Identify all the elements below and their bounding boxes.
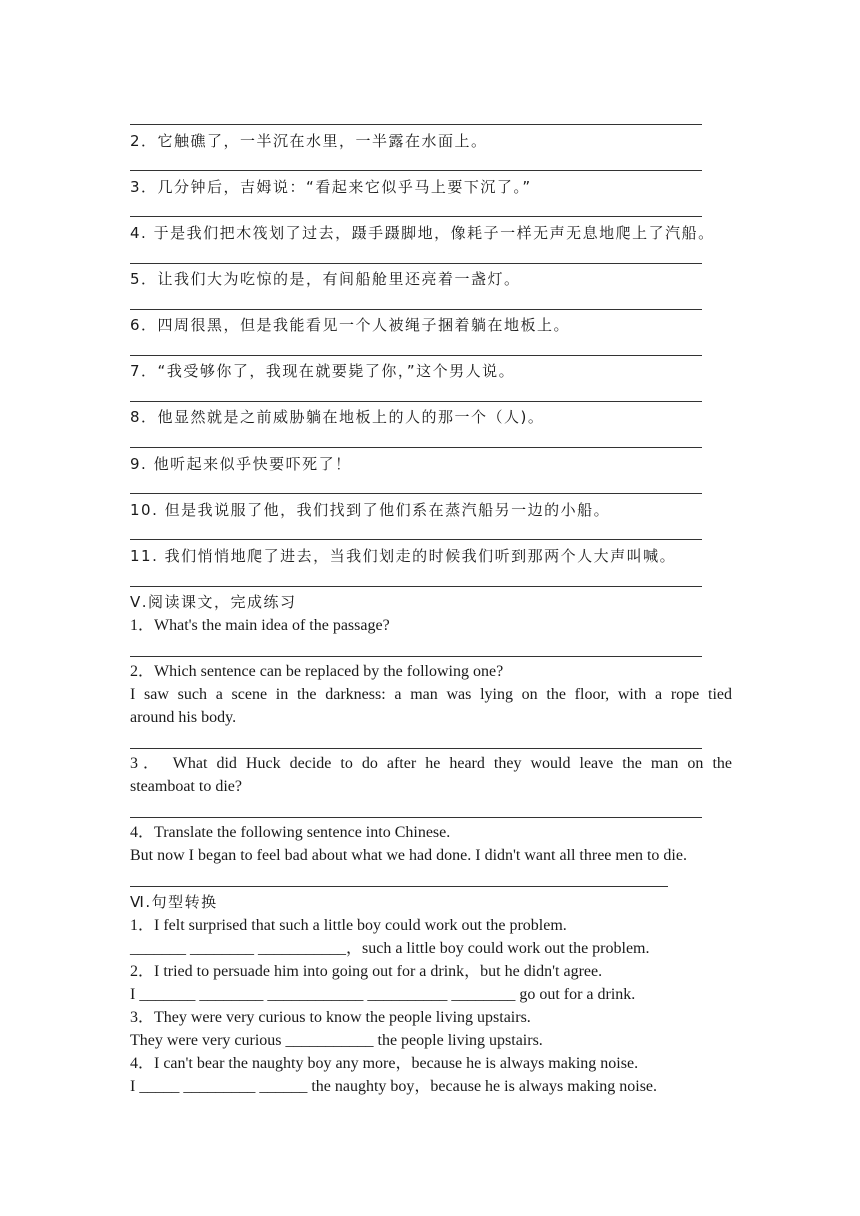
answer-line (130, 170, 702, 171)
question-text: But now I began to feel bad about what we had done. I didn't want all three men to die. (130, 847, 687, 864)
exercise-blank-line: They were very curious ___________ the people living upstairs. (130, 1032, 543, 1049)
answer-line (130, 263, 702, 264)
exercise-blank-line: I _______ ________ ____________ __________ ________ go out for a drink. (130, 986, 636, 1003)
question: 2．Which sentence can be replaced by the following one? (130, 663, 504, 680)
translation-item: 7．“我受够你了，我现在就要毙了你，”这个男人说。 (130, 362, 516, 380)
question-text: steamboat to die? (130, 778, 242, 795)
translation-item: 4. 于是我们把木筏划了过去，蹑手蹑脚地，像耗子一样无声无息地爬上了汽船。 (130, 224, 715, 242)
answer-line (130, 309, 702, 310)
question-text: I saw such a scene in the darkness: a man was lying on the floor, with a rope tied (130, 686, 732, 703)
translation-item: 10. 但是我说服了他，我们找到了他们系在蒸汽船另一边的小船。 (130, 501, 611, 519)
section-heading: Ⅴ.阅读课文，完成练习 (130, 593, 297, 611)
question: 1．What's the main idea of the passage? (130, 617, 390, 634)
question-text: around his body. (130, 709, 237, 726)
answer-line (130, 216, 702, 217)
answer-line (130, 447, 702, 448)
translation-item: 6．四周很黑，但是我能看见一个人被绳子捆着躺在地板上。 (130, 316, 571, 334)
exercise-line: 3．They were very curious to know the people living upstairs. (130, 1009, 531, 1026)
answer-line (130, 493, 702, 494)
answer-line (130, 586, 702, 587)
question: 3． What did Huck decide to do after he heard they would leave the man on the (130, 755, 732, 772)
translation-item: 9. 他听起来似乎快要吓死了！ (130, 455, 352, 473)
question: 4．Translate the following sentence into Chinese. (130, 824, 451, 841)
translation-item: 2．它触礁了，一半沉在水里，一半露在水面上。 (130, 132, 488, 150)
exercise-blank-line: _______ ________ ___________，such a little boy could work out the problem. (130, 940, 650, 957)
exercise-line: 1．I felt surprised that such a little boy could work out the problem. (130, 917, 567, 934)
answer-line (130, 124, 702, 125)
answer-line (130, 656, 702, 657)
answer-line (130, 748, 702, 749)
translation-item: 5．让我们大为吃惊的是，有间船舱里还亮着一盏灯。 (130, 270, 521, 288)
answer-line (130, 886, 668, 887)
translation-item: 11. 我们悄悄地爬了进去，当我们划走的时候我们听到那两个人大声叫喊。 (130, 547, 677, 565)
answer-line (130, 401, 702, 402)
exercise-line: 4．I can't bear the naughty boy any more，because he is always making noise. (130, 1055, 639, 1072)
answer-line (130, 817, 702, 818)
answer-line (130, 539, 702, 540)
answer-line (130, 355, 702, 356)
exercise-line: 2．I tried to persuade him into going out for a drink，but he didn't agree. (130, 963, 603, 980)
translation-item: 3．几分钟后，吉姆说：“看起来它似乎马上要下沉了。” (130, 178, 532, 196)
section-heading: Ⅵ.句型转换 (130, 893, 218, 911)
translation-item: 8．他显然就是之前威胁躺在地板上的人的那一个（人)。 (130, 408, 545, 426)
exercise-blank-line: I _____ _________ ______ the naughty boy，because he is always making noise. (130, 1078, 658, 1095)
